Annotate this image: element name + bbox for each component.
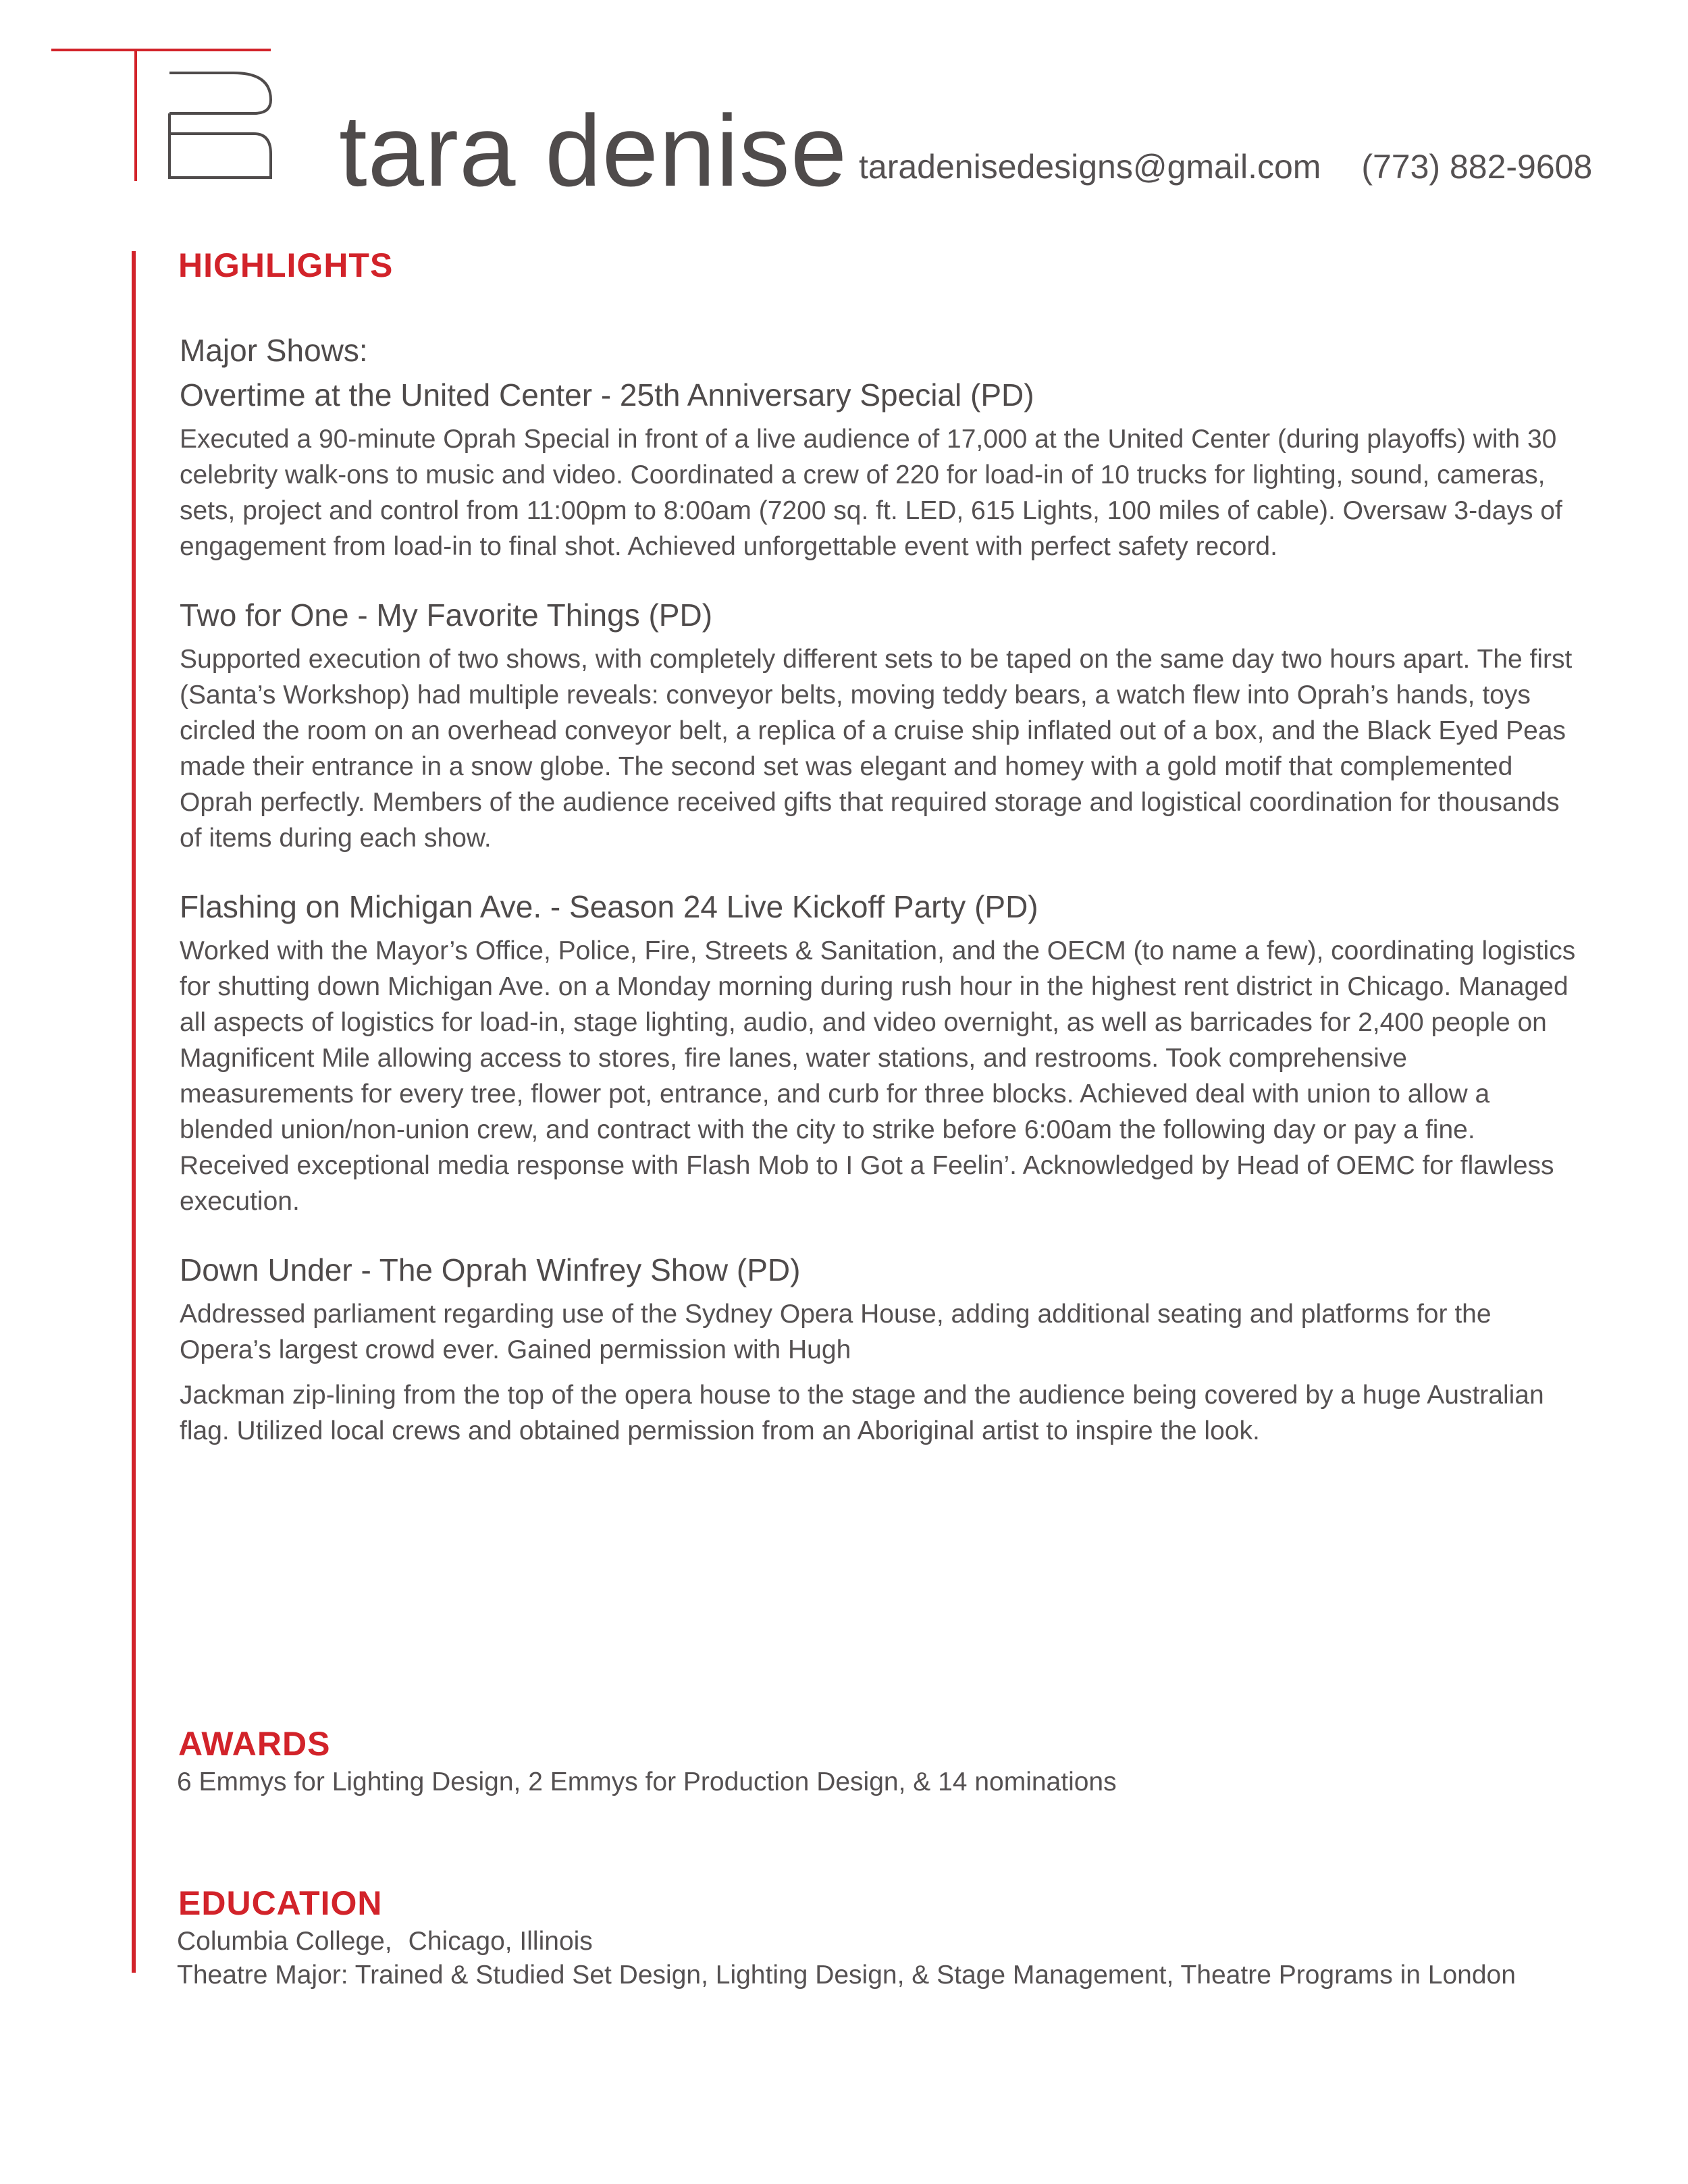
school-name: Columbia College, [177, 1927, 392, 1956]
awards-heading: AWARDS [178, 1725, 331, 1763]
phone-number[interactable]: (773) 882-9608 [1361, 148, 1593, 186]
highlights-section [180, 328, 1584, 1477]
show-title: Down Under - The Oprah Winfrey Show (PD) [180, 1252, 801, 1287]
contact-info [859, 150, 1592, 184]
show-title: Overtime at the United Center - 25th Anniversary Special (PD) [180, 377, 1034, 412]
show-entry [180, 593, 1584, 856]
show-title: Two for One - My Favorite Things (PD) [180, 597, 713, 633]
show-description: Addressed parliament regarding use of the Sydney Opera House, adding additional seating and platforms for the Opera’s largest crowd ever. Gained permission with Hugh [180, 1300, 1492, 1364]
education-details: Theatre Major: Trained & Studied Set Design, Lighting Design, & Stage Management, Theatre Programs in London [177, 1961, 1516, 1990]
education-school-line [177, 1924, 593, 1959]
major-shows-label: Major Shows: [180, 333, 368, 368]
email-link[interactable]: taradenisedesigns@gmail.com [859, 148, 1321, 186]
show-description: Jackman zip-lining from the top of the opera house to the stage and the audience being covered by a huge Australian flag. Utilized local crews and obtained permission from an Aboriginal artist to inspire the look. [180, 1381, 1544, 1445]
td-monogram-logo-icon [51, 46, 274, 188]
shows-list [180, 373, 1584, 1449]
show-title: Flashing on Michigan Ave. - Season 24 Live Kickoff Party (PD) [180, 889, 1038, 924]
education-heading: EDUCATION [178, 1884, 383, 1922]
show-description: Executed a 90-minute Oprah Special in front of a live audience of 17,000 at the United Center (during playoffs) with 30 celebrity walk-ons to music and video. Coordinated a crew of 220 for load-in of 10 trucks for lighting, sound, cameras, sets, project and control from 11:00pm to 8:00am (7200 sq. ft. LED, 615 Lights, 100 miles of cable). Oversaw 3-days of engagement from load-in to final shot. Achieved unforgettable event with perfect safety record. [180, 425, 1562, 561]
awards-text: 6 Emmys for Lighting Design, 2 Emmys for Production Design, & 14 nominations [177, 1767, 1117, 1796]
show-entry [180, 884, 1584, 1219]
vertical-accent-rule [132, 251, 136, 1973]
show-entry [180, 1248, 1584, 1449]
school-location: Chicago, Illinois [408, 1927, 593, 1956]
show-description: Supported execution of two shows, with completely different sets to be taped on the same day two hours apart. The first (Santa’s Workshop) had multiple reveals: conveyor belts, moving teddy bears, a watch flew into Oprah’s hands, toys circled the room on an overhead conveyor belt, a replica of a cruise ship inflated out of a box, and the Black Eyed Peas made their entrance in a snow globe. The second set was elegant and homey with a gold motif that complemented Oprah perfectly. Members of the audience received gifts that required storage and logistical coordination for thousands of items during each show. [180, 645, 1573, 853]
highlights-heading: HIGHLIGHTS [178, 246, 394, 284]
person-name: tara denise [339, 94, 848, 207]
show-description: Worked with the Mayor’s Office, Police, Fire, Streets & Sanitation, and the OECM (to name a few), coordinating logistics for shutting down Michigan Ave. on a Monday morning during rush hour in the highest rent district in Chicago. Managed all aspects of logistics for load-in, stage lighting, audio, and video overnight, as well as barricades for 2,400 people on Magnificent Mile allowing access to stores, fire lanes, water stations, and restrooms. Took comprehensive measurements for every tree, flower pot, entrance, and curb for three blocks. Achieved deal with union to allow a blended union/non-union crew, and contract with the city to strike before 6:00am the following day or pay a fine. Received exceptional media response with Flash Mob to I Got a Feelin’. Acknowledged by Head of OEMC for flawless execution. [180, 936, 1576, 1216]
show-entry [180, 373, 1584, 564]
